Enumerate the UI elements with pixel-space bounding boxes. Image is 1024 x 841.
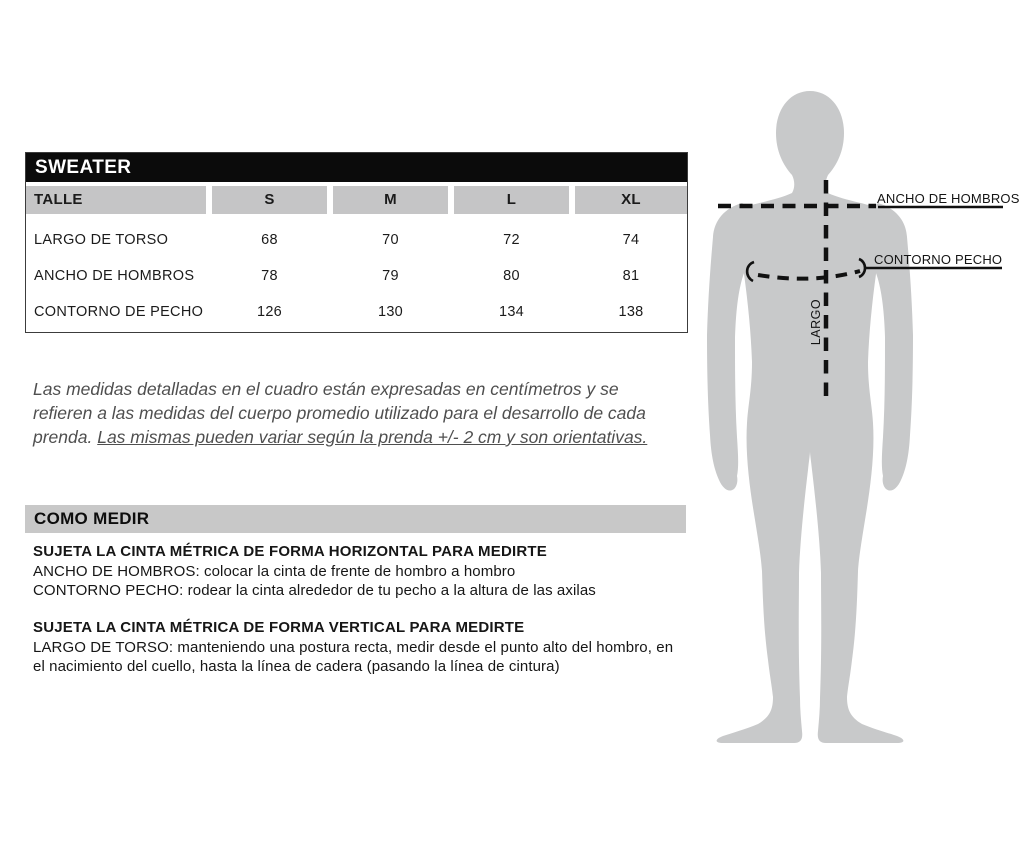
column-header-size-l: L <box>454 186 569 214</box>
cell-value: 74 <box>622 232 640 248</box>
cell-value: 78 <box>261 268 278 284</box>
cell-value: 79 <box>382 268 399 284</box>
torso-length-label: LARGO <box>809 298 823 346</box>
note-text: Las medidas detalladas en el cuadro están expresadas en centímetros y se refieren a las medidas del cuerpo promedio utilizado para el desarrollo de cada prenda. <box>33 379 646 447</box>
cell-value: 70 <box>382 232 399 248</box>
body-silhouette-diagram <box>700 85 1020 760</box>
table-header-row <box>26 186 687 214</box>
cell-value: 80 <box>503 268 520 284</box>
cell-value: 72 <box>503 232 520 248</box>
column-header-size-xl: XL <box>575 186 687 214</box>
column-header-size-s: S <box>212 186 327 214</box>
measurement-note <box>33 377 681 449</box>
row-label: LARGO DE TORSO <box>34 232 169 248</box>
table-title: SWEATER <box>26 153 687 182</box>
instruction-line-chest: CONTORNO PECHO: rodear la cinta alrededor de tu pecho a la altura de las axilas <box>33 582 596 599</box>
instruction-line-shoulders: ANCHO DE HOMBROS: colocar la cinta de frente de hombro a hombro <box>33 562 516 580</box>
cell-value: 68 <box>261 232 278 248</box>
cell-value: 138 <box>618 304 644 320</box>
body-silhouette <box>707 91 913 743</box>
table-row-ancho-de-hombros <box>26 258 687 294</box>
instruction-line-torso-length: LARGO DE TORSO: manteniendo una postura recta, medir desde el punto alto del hombro, en el nacimiento del cuello, hasta la línea de cadera (pasando la línea de cintura) <box>33 638 674 675</box>
table-body <box>26 214 687 332</box>
cell-value: 126 <box>256 304 283 320</box>
instruction-heading: SUJETA LA CINTA MÉTRICA DE FORMA VERTICAL PARA MEDIRTE <box>33 619 525 636</box>
vertical-measure-instructions <box>33 618 688 677</box>
row-label: ANCHO DE HOMBROS <box>34 268 195 284</box>
shoulder-width-label: ANCHO DE HOMBROS <box>877 191 1020 206</box>
cell-value: 130 <box>377 304 404 320</box>
chest-girth-label: CONTORNO PECHO <box>874 252 1003 267</box>
cell-value: 134 <box>498 304 525 320</box>
cell-value: 81 <box>622 268 640 284</box>
instruction-heading: SUJETA LA CINTA MÉTRICA DE FORMA HORIZONTAL PARA MEDIRTE <box>33 543 547 560</box>
column-header-talle: TALLE <box>26 186 206 214</box>
size-table <box>25 152 688 333</box>
column-header-size-m: M <box>333 186 448 214</box>
table-row-contorno-de-pecho <box>26 294 687 330</box>
how-to-measure-title: COMO MEDIR <box>25 505 686 533</box>
horizontal-measure-instructions <box>33 542 688 601</box>
note-underlined-text: Las mismas pueden variar según la prenda +/- 2 cm y son orientativas. <box>97 427 648 447</box>
table-row-largo-de-torso <box>26 222 687 258</box>
row-label: CONTORNO DE PECHO <box>34 304 204 320</box>
